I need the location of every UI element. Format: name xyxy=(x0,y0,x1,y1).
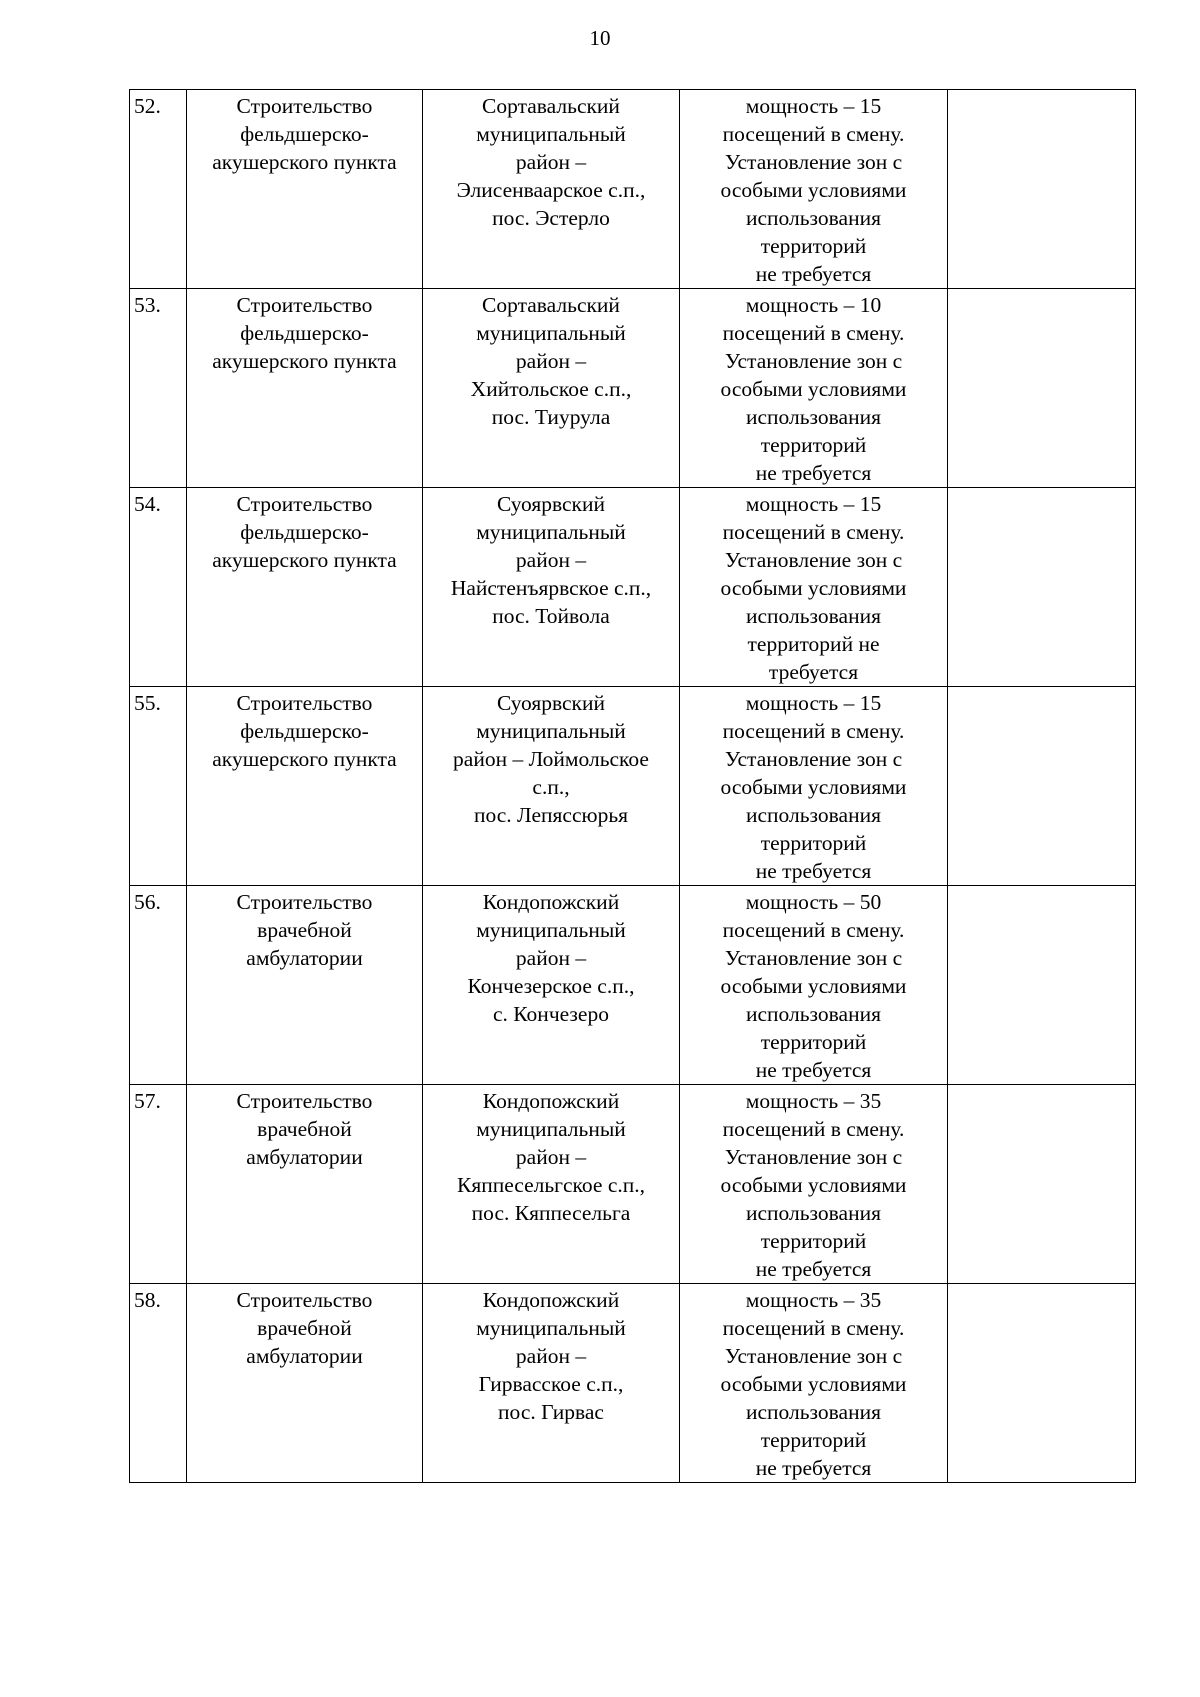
object-type-cell xyxy=(187,1284,423,1483)
location-line: Кондопожский xyxy=(482,1288,620,1312)
object-type-cell xyxy=(187,289,423,488)
object-type-line: врачебной xyxy=(257,1117,352,1141)
table-row xyxy=(130,886,1136,1085)
location-line: пос. Тойвола xyxy=(492,604,610,628)
table-row xyxy=(130,90,1136,289)
parameters-line: мощность – 35 xyxy=(745,1089,882,1113)
parameters-line: мощность – 50 xyxy=(745,890,882,914)
note-cell xyxy=(948,289,1136,488)
parameters-line: Установление зон с xyxy=(724,150,903,174)
row-number: 53. xyxy=(134,293,161,317)
location-cell xyxy=(423,289,680,488)
location-line: район – Лоймольское xyxy=(453,747,649,771)
location-line: район – xyxy=(515,548,587,572)
parameters-line: особыми условиями xyxy=(720,974,907,998)
parameters-line: мощность – 10 xyxy=(745,293,882,317)
object-type-line: фельдшерско- xyxy=(240,122,369,146)
parameters-line: использования xyxy=(746,1400,881,1424)
location-cell xyxy=(423,687,680,886)
parameters-line: Установление зон с xyxy=(724,747,903,771)
parameters-line: Установление зон с xyxy=(724,548,903,572)
parameters-line: использования xyxy=(746,1002,881,1026)
location-line: муниципальный xyxy=(476,321,626,345)
location-line: муниципальный xyxy=(476,719,626,743)
parameters-line: использования xyxy=(746,1201,881,1225)
location-line: пос. Эстерло xyxy=(492,206,610,230)
object-type-line: фельдшерско- xyxy=(240,321,369,345)
location-line: Кяппесельгское с.п., xyxy=(456,1173,646,1197)
location-line: район – xyxy=(515,349,587,373)
parameters-line: особыми условиями xyxy=(720,1173,907,1197)
location-line: Хийтольское с.п., xyxy=(470,377,632,401)
row-number-cell xyxy=(130,488,187,687)
parameters-line: Установление зон с xyxy=(724,946,903,970)
object-type-line: амбулатории xyxy=(246,1145,363,1169)
parameters-cell xyxy=(680,488,948,687)
row-number: 55. xyxy=(134,691,161,715)
parameters-line: территорий xyxy=(760,1030,867,1054)
parameters-line: посещений в смену. xyxy=(722,321,905,345)
row-number-cell xyxy=(130,687,187,886)
parameters-line: посещений в смену. xyxy=(722,719,905,743)
object-type-line: Строительство xyxy=(236,94,373,118)
table-body xyxy=(130,90,1136,1483)
row-number: 52. xyxy=(134,94,161,118)
object-type-line: акушерского пункта xyxy=(212,349,397,373)
parameters-cell xyxy=(680,687,948,886)
location-line: муниципальный xyxy=(476,520,626,544)
objects-table xyxy=(129,89,1136,1483)
location-line: Элисенваарское с.п., xyxy=(456,178,646,202)
location-cell xyxy=(423,1085,680,1284)
row-number-cell xyxy=(130,1085,187,1284)
object-type-line: Строительство xyxy=(236,691,373,715)
parameters-cell xyxy=(680,289,948,488)
parameters-line: не требуется xyxy=(755,1257,872,1281)
parameters-line: мощность – 35 xyxy=(745,1288,882,1312)
parameters-line: мощность – 15 xyxy=(745,492,882,516)
location-line: район – xyxy=(515,946,587,970)
note-cell xyxy=(948,488,1136,687)
location-line: муниципальный xyxy=(476,1316,626,1340)
parameters-line: особыми условиями xyxy=(720,576,907,600)
location-line: Суоярвский xyxy=(496,492,606,516)
row-number-cell xyxy=(130,289,187,488)
object-type-line: Строительство xyxy=(236,293,373,317)
location-cell xyxy=(423,1284,680,1483)
object-type-line: акушерского пункта xyxy=(212,150,397,174)
row-number: 57. xyxy=(134,1089,161,1113)
parameters-line: не требуется xyxy=(755,1058,872,1082)
location-line: Суоярвский xyxy=(496,691,606,715)
object-type-line: Строительство xyxy=(236,1288,373,1312)
object-type-line: амбулатории xyxy=(246,946,363,970)
parameters-line: Установление зон с xyxy=(724,1344,903,1368)
object-type-cell xyxy=(187,90,423,289)
parameters-line: Установление зон с xyxy=(724,349,903,373)
location-line: муниципальный xyxy=(476,918,626,942)
note-cell xyxy=(948,90,1136,289)
parameters-line: территорий xyxy=(760,1428,867,1452)
table-row xyxy=(130,687,1136,886)
location-line: Кондопожский xyxy=(482,890,620,914)
object-type-line: Строительство xyxy=(236,1089,373,1113)
object-type-cell xyxy=(187,1085,423,1284)
parameters-line: особыми условиями xyxy=(720,377,907,401)
row-number: 58. xyxy=(134,1288,161,1312)
row-number-cell xyxy=(130,90,187,289)
location-line: муниципальный xyxy=(476,1117,626,1141)
object-type-line: фельдшерско- xyxy=(240,719,369,743)
note-cell xyxy=(948,687,1136,886)
location-line: Сортавальский xyxy=(482,94,620,118)
location-cell xyxy=(423,488,680,687)
location-line: пос. Тиурула xyxy=(491,405,611,429)
row-number-cell xyxy=(130,1284,187,1483)
location-line: Кончезерское с.п., xyxy=(467,974,635,998)
parameters-line: посещений в смену. xyxy=(722,1117,905,1141)
object-type-cell xyxy=(187,687,423,886)
parameters-line: посещений в смену. xyxy=(722,520,905,544)
parameters-cell xyxy=(680,1085,948,1284)
location-cell xyxy=(423,886,680,1085)
note-cell xyxy=(948,1085,1136,1284)
object-type-line: Строительство xyxy=(236,890,373,914)
parameters-cell xyxy=(680,1284,948,1483)
row-number-cell xyxy=(130,886,187,1085)
object-type-line: Строительство xyxy=(236,492,373,516)
location-line: пос. Гирвас xyxy=(498,1400,604,1424)
parameters-line: использования xyxy=(746,803,881,827)
row-number: 56. xyxy=(134,890,161,914)
object-type-line: амбулатории xyxy=(246,1344,363,1368)
object-type-cell xyxy=(187,488,423,687)
table-row xyxy=(130,1085,1136,1284)
parameters-line: мощность – 15 xyxy=(745,691,882,715)
parameters-line: территорий не xyxy=(747,632,880,656)
parameters-line: не требуется xyxy=(755,262,872,286)
location-line: район – xyxy=(515,150,587,174)
location-line: район – xyxy=(515,1145,587,1169)
parameters-line: территорий xyxy=(760,1229,867,1253)
note-cell xyxy=(948,886,1136,1085)
parameters-cell xyxy=(680,886,948,1085)
location-line: с.п., xyxy=(532,775,570,799)
parameters-line: особыми условиями xyxy=(720,1372,907,1396)
location-line: муниципальный xyxy=(476,122,626,146)
parameters-line: использования xyxy=(746,604,881,628)
parameters-line: посещений в смену. xyxy=(722,122,905,146)
table-row xyxy=(130,488,1136,687)
location-line: с. Кончезеро xyxy=(493,1002,609,1026)
location-line: пос. Лепяссюрья xyxy=(473,803,629,827)
parameters-line: не требуется xyxy=(755,859,872,883)
parameters-line: не требуется xyxy=(755,461,872,485)
object-type-line: врачебной xyxy=(257,1316,352,1340)
parameters-line: мощность – 15 xyxy=(745,94,882,118)
table-row xyxy=(130,1284,1136,1483)
parameters-line: территорий xyxy=(760,831,867,855)
location-line: Кондопожский xyxy=(482,1089,620,1113)
location-cell xyxy=(423,90,680,289)
parameters-line: особыми условиями xyxy=(720,178,907,202)
parameters-line: не требуется xyxy=(755,1456,872,1480)
parameters-line: использования xyxy=(746,405,881,429)
parameters-line: Установление зон с xyxy=(724,1145,903,1169)
location-line: Сортавальский xyxy=(482,293,620,317)
object-type-line: акушерского пункта xyxy=(212,747,397,771)
parameters-line: особыми условиями xyxy=(720,775,907,799)
row-number: 54. xyxy=(134,492,161,516)
location-line: Найстенъярвское с.п., xyxy=(450,576,652,600)
object-type-line: врачебной xyxy=(257,918,352,942)
parameters-line: посещений в смену. xyxy=(722,918,905,942)
table-row xyxy=(130,289,1136,488)
parameters-line: использования xyxy=(746,206,881,230)
location-line: пос. Кяппесельга xyxy=(471,1201,631,1225)
parameters-cell xyxy=(680,90,948,289)
object-type-cell xyxy=(187,886,423,1085)
object-type-line: акушерского пункта xyxy=(212,548,397,572)
parameters-line: территорий xyxy=(760,433,867,457)
location-line: Гирвасское с.п., xyxy=(478,1372,624,1396)
parameters-line: требуется xyxy=(768,660,859,684)
note-cell xyxy=(948,1284,1136,1483)
parameters-line: посещений в смену. xyxy=(722,1316,905,1340)
location-line: район – xyxy=(515,1344,587,1368)
object-type-line: фельдшерско- xyxy=(240,520,369,544)
parameters-line: территорий xyxy=(760,234,867,258)
page-number: 10 xyxy=(589,26,611,50)
